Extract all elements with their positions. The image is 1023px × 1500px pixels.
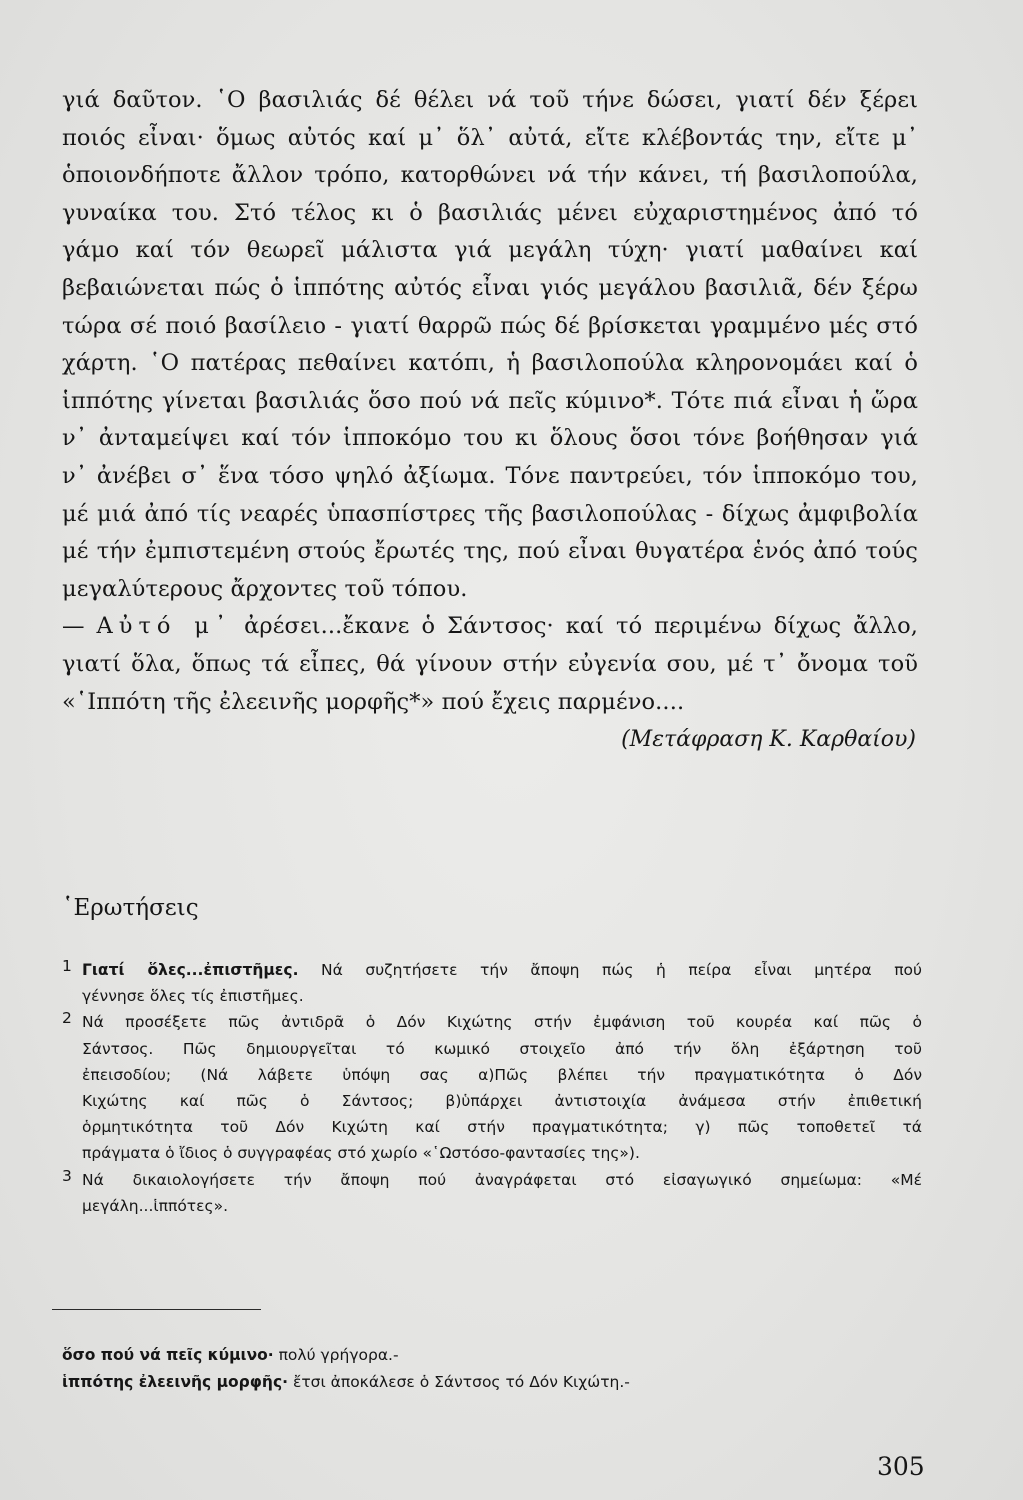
questions-list bbox=[62, 957, 922, 1219]
footnote-text: πολύ γρήγορα.- bbox=[273, 1346, 399, 1364]
footnote-term: ἱππότης ἐλεεινῆς μορφῆς· bbox=[62, 1373, 289, 1391]
question-line bbox=[82, 957, 922, 983]
question-line: Κιχώτης καί πῶς ὁ Σάντσος; β)ὑπάρχει ἀντιστοιχία ἀνάμεσα στήν ἐπιθετική bbox=[82, 1091, 922, 1110]
text-line: ποιός εἶναι· ὅμως αὐτός καί μ᾿ ὅλ᾿ αὐτά, εἴτε κλέβοντάς την, εἴτε μ᾿ bbox=[62, 124, 918, 151]
question-line: Σάντσος. Πῶς δημιουργεῖται τό κωμικό στοιχεῖο ἀπό τήν ὅλη ἐξάρτηση τοῦ bbox=[82, 1039, 922, 1058]
question-number: 2 bbox=[62, 1009, 72, 1028]
question-number: 1 bbox=[62, 957, 72, 975]
text-line: γυναίκα του. Στό τέλος κι ὁ βασιλιάς μένει εὐχαριστημένος ἀπό τό bbox=[62, 199, 918, 226]
question-line: Νά δικαιολογήσετε τήν ἄποψη πού ἀναγράφεται στό εἰσαγωγικό σημείωμα: «Μέ bbox=[82, 1170, 922, 1189]
footnote-text: ἔτσι ἀποκάλεσε ὁ Σάντσος τό Δόν Κιχώτη.- bbox=[288, 1373, 630, 1391]
text-line: μεγαλύτερους ἄρχοντες τοῦ τόπου. bbox=[62, 575, 468, 602]
question-item bbox=[62, 1009, 922, 1166]
footnote-term: ὅσο πού νά πεῖς κύμινο· bbox=[62, 1346, 274, 1364]
question-line: μεγάλη...ἱππότες». bbox=[82, 1196, 229, 1215]
text-line: μέ μιά ἀπό τίς νεαρές ὑπασπίστρες τῆς βασιλοπούλας - δίχως ἀμφιβολία bbox=[62, 500, 918, 527]
footnote bbox=[62, 1369, 630, 1396]
footnotes bbox=[62, 1342, 630, 1396]
question-line: πράγματα ὁ ἴδιος ὁ συγγραφέας στό χωρίο «῾Ωστόσο-φαντασίες της»). bbox=[82, 1144, 640, 1163]
text-line: γιατί ὅλα, ὅπως τά εἶπες, θά γίνουν στήν εὐγενία σου, μέ τ᾿ ὄνομα τοῦ bbox=[62, 650, 918, 677]
main-text bbox=[62, 82, 918, 721]
footnote bbox=[62, 1342, 630, 1369]
dialogue-dash: — bbox=[62, 613, 97, 640]
question-line: γέννησε ὅλες τίς ἐπιστῆμες. bbox=[82, 987, 304, 1006]
dialogue-spaced-word: Αὐτό μ᾿ bbox=[96, 613, 233, 640]
footnote-divider bbox=[52, 1309, 261, 1310]
text-line: ὁποιονδήποτε ἄλλον τρόπο, κατορθώνει νά τήν κάνει, τή βασιλοπούλα, bbox=[62, 162, 918, 189]
question-number: 3 bbox=[62, 1166, 72, 1185]
text-line: ἱππότης γίνεται βασιλιάς ὅσο πού νά πεῖς κύμινο*. Τότε πιά εἶναι ἡ ὥρα bbox=[62, 387, 918, 414]
text-line: «῾Ιππότη τῆς ἐλεεινῆς μορφῆς*» πού ἔχεις παρμένο.... bbox=[62, 688, 685, 715]
question-line: ὁρμητικότητα τοῦ Δόν Κιχώτη καί στήν πραγματικότητα; γ) πῶς τοποθετεῖ τά bbox=[82, 1118, 922, 1137]
dialogue-line bbox=[62, 608, 918, 646]
text-line: τώρα σέ ποιό βασίλειο - γιατί θαρρῶ πώς δέ βρίσκεται γραμμένο μές στό bbox=[62, 312, 918, 339]
question-text: Νά συζητήσετε τήν ἄποψη πώς ἡ πείρα εἶναι μητέρα πού bbox=[298, 961, 922, 979]
questions-heading: ῾Ερωτήσεις bbox=[62, 895, 199, 921]
question-line: Νά προσέξετε πῶς ἀντιδρᾶ ὁ Δόν Κιχώτης στήν ἐμφάνιση τοῦ κουρέα καί πῶς ὁ bbox=[82, 1013, 922, 1032]
dialogue-rest: ἀρέσει...ἔκανε ὁ Σάντσος· καί τό περιμένω δίχως ἄλλο, bbox=[232, 613, 918, 640]
question-line: ἐπεισοδίου; (Νά λάβετε ὑπόψη σας α)Πῶς βλέπει τήν πραγματικότητα ὁ Δόν bbox=[82, 1065, 922, 1084]
text-line: γιά δαῦτον. ῾Ο βασιλιάς δέ θέλει νά τοῦ τήνε δώσει, γιατί δέν ξέρει bbox=[62, 87, 918, 113]
page-number: 305 bbox=[877, 1452, 925, 1481]
translation-attribution: (Μετάφραση Κ. Καρθαίου) bbox=[621, 727, 916, 752]
question-item bbox=[62, 957, 922, 1009]
text-line: ν᾿ ἀνταμείψει καί τόν ἱπποκόμο του κι ὅλους ὅσοι τόνε βοήθησαν γιά bbox=[62, 425, 918, 452]
question-item bbox=[62, 1167, 922, 1219]
question-quote: Γιατί ὅλες...ἐπιστῆμες. bbox=[82, 961, 299, 979]
text-line: χάρτη. ῾Ο πατέρας πεθαίνει κατόπι, ἡ βασιλοπούλα κληρονομάει καί ὁ bbox=[62, 350, 918, 377]
text-line: ν᾿ ἀνέβει σ᾿ ἕνα τόσο ψηλό ἀξίωμα. Τόνε παντρεύει, τόν ἱπποκόμο του, bbox=[62, 462, 918, 489]
text-line: μέ τήν ἐμπιστεμένη στούς ἔρωτές της, πού εἶναι θυγατέρα ἑνός ἀπό τούς bbox=[62, 538, 918, 565]
text-line: βεβαιώνεται πώς ὁ ἱππότης αὐτός εἶναι γιός μεγάλου βασιλιᾶ, δέν ξέρω bbox=[62, 274, 918, 301]
text-line: γάμο καί τόν θεωρεῖ μάλιστα γιά μεγάλη τύχη· γιατί μαθαίνει καί bbox=[62, 237, 918, 264]
